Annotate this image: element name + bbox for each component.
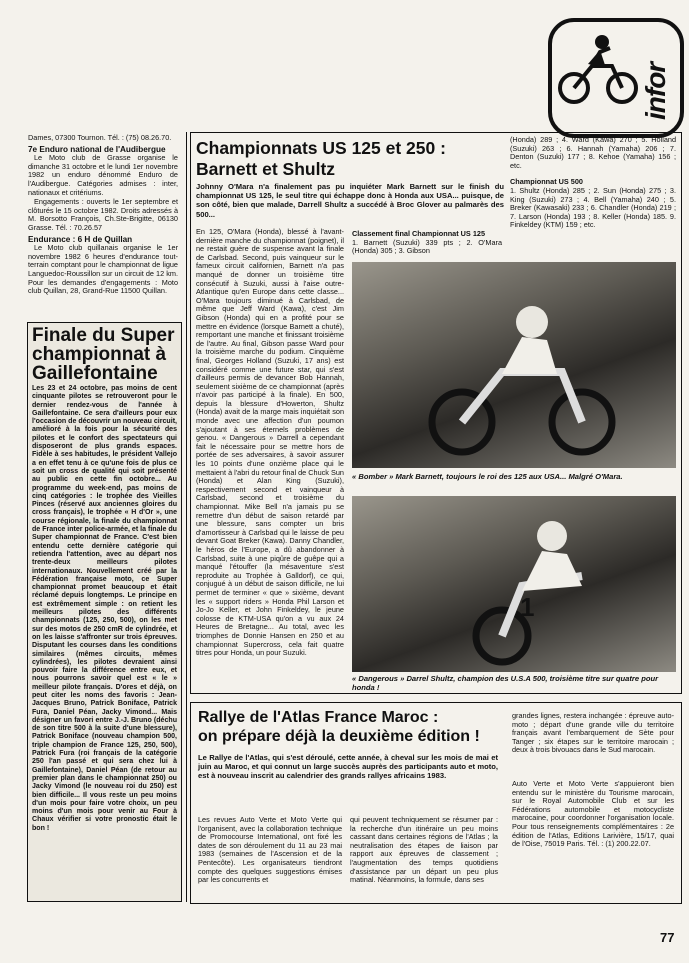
page-number: 77 [660, 930, 675, 945]
us-lead: Johnny O'Mara n'a finalement pas pu inquiéter Mark Barnett sur le finish du championnat US 125, le seul titre qui échappe donc à Honda aux USA... puisque, de son côté, bien que malade, Darrell Shultz a succédé à Broc Glover au palmarès des 500... [196, 182, 504, 219]
gaillefontaine-body: Les 23 et 24 octobre, pas moins de cent cinquante pilotes se retrouveront pour le dernier rendez-vous de l'année à Gaillefontaine. Ce sera d'ailleurs pour eux l'occasion de découvrir un nouveau circuit, amélioré à la fois pour la sécurité des pilotes et le confort des spectateurs qui disposeront de plus grands espaces. Fidèle à ses habitudes, le président Vallejo a en effet tenu à ce qu'une fois de plus ce soit un cross de qualité qui soit présenté au public en cette fin octobre... Au programme du week-end, pas moins de cinq catégories : le trophée des Vieilles Pinces (réservé aux anciennes gloires du cross français), le trophée « H d'Or », une course régionale, la finale du championnat de France inter police-armée, et la finale du Super championnat de France. C'est bien entendu cette dernière catégorie qui retiendra l'attention, avec au départ nos trente-deux meilleurs pilotes internationaux. Nouvellement créé par la Fédération française moto, ce Super championnat promet beaucoup et était réclamé depuis longtemps. Le principe en est extrêmement simple : on retient les meilleurs pilotes des différents championnats (125, 250, 500), on les met sur des motos de 250 cmR de cylindrée, et on les laisse s'affronter sur trois épreuves. Disputant les courses dans les conditions similaires (mêmes circuits, mêmes cylindrées), les pilotes devraient ainsi pouvoir faire la différence entre eux, et nous pourrons savoir quel est « le » meilleur pilote français. D'ores et déjà, on peut citer les noms des favoris : Jean-Jacques Bruno, Patrick Boniface, Patrick Fura, Daniel Péan, Jacky Vimond... Mais désigner un favori entre J.-J. Bruno (déchu de son titre 500 à la suite d'une blessure), Patrick Boniface (nouveau champion 500, triple champion de France 125, 250, 500), Patrick Fura (roi français de la catégorie 250 l'an passé et qui sera chez lui à Gaillefontaine), Daniel Péan (de retour au premier plan dans le championnat 250) ou Jacky Vimond (le nouveau roi du 250) est bien difficile... Il vous reste un peu moins d'un mois pour faire votre choix, un peu moins d'un mois pour venir au Four à Chaux vérifier si votre pronostic était le bon ! [32, 385, 177, 832]
classement-125-cont: (Honda) 289 ; 4. Ward (Kawa) 270 ; 5. Holland (Suzuki) 263 ; 6. Hannah (Yamaha) 206 ; 7. Denton (Suzuki) 177 ; 8. Kehoe (Yamaha) 156 ; etc. [510, 135, 676, 170]
column-divider [186, 132, 187, 902]
quillan-body: Le Moto club quillanais organise le 1er novembre 1982 6 heures d'endurance tout-terrain comptant pour le championnat de ligue Languedoc-Roussillon sur un circuit de 12 km. Pour les demandes d'engagements : Moto club Quillan, 28, Grand-Rue 11500 Quillan. [28, 243, 178, 296]
classement-125-title: Classement final Championnat US 125 [352, 229, 486, 238]
atlas-lead: Le Rallye de l'Atlas, qui s'est déroulé, cette année, à cheval sur les mois de mai et juin au Maroc, et qui connut un large succès auprès des participants auto et moto, est à nouveau inscrit au calendrier des grands rallyes africains 1983. [198, 753, 498, 781]
enduro-body-2: Engagements : ouverts le 1er septembre et clôturés le 15 octobre 1982. Droits adressés à M. Borsotto François, Ch.Ste-Brigitte, 06130 Grasse. Tél. : 70.26.57 [28, 197, 178, 232]
quillan-title: Endurance : 6 H de Quillan [28, 234, 133, 244]
us-results-column [510, 136, 676, 230]
motocross-rider-photo [352, 262, 676, 468]
classement-500-title: Championnat US 500 [510, 177, 583, 187]
barnett-photo [352, 262, 676, 468]
classement-125 [352, 230, 502, 256]
enduro-body: Le Moto club de Grasse organise le dimanche 31 octobre et le lundi 1er novembre 1982 un enduro dénommé Enduro de l'Audibergue. Catégories admises : inter, nationaux et critériums. [28, 153, 178, 197]
classement-125-body: 1. Barnett (Suzuki) 339 pts ; 2. O'Mara (Honda) 305 ; 3. Gibson [352, 237, 502, 256]
shultz-caption: « Dangerous » Darrel Shultz, champion des U.S.A 500, troisième titre sur quatre pour honda ! [352, 674, 659, 692]
atlas-title-2: on prépare déjà la deuxième édition ! [198, 728, 480, 745]
barnett-caption: « Bomber » Mark Barnett, toujours le roi des 125 aux USA... Malgré O'Mara. [352, 472, 623, 481]
us-body-column: En 125, O'Mara (Honda), blessé à l'avant-dernière manche du championnat (poignet), il ne restait guère de suspense avant la finale de Carlsbad. Second, puis vainqueur sur le fameux circuit californien, Barnett n'a pas manqué de donner un troisième titre consécutif à Suzuki, aussi à l'aise outre-Atlantique qu'en Europe dans cette classe... O'Mara toujours diminué à Carlsbad, de même que Jeff Ward (Kawa), c'est Jim Gibson (Honda) qui en a profité pour se mettre en évidence (lorsque Barnett a chuté), remportant une manche et finissant troisième de l'autre. Au final, Gibson passe Ward pour la troisième marche du podium. Cinquième final, Georges Holland (Suzuki, 17 ans) est considéré comme une future star, qui s'est d'ailleurs permis de devancer Bob Hannah, seulement sixième de ce championnat (après n'avoir pas participé à la finale). En 500, depuis la blessure d'Howerton, Shultz (Honda) avait de la marge mais inquiétait son monde avec une affection d'un poumon s'ajoutant à ses éternels problèmes de genou. « Dangerous » Darrell a cependant fait le nécessaire pour se mettre hors de portée de ses adversaires, à savoir assurer les 10 points d'une onzième place qui le mettaient à l'abri du retour final de Chuck Sun (Honda) et Alan King (Suzuki), respectivement second et vainqueur à Carlsbad, second et troisième du championnat. Mike Bell n'a jamais pu se remettre d'un début de saison retardé par une blessure, sans compter un bris d'amortisseur à Carlsbad qui le laisse de peu devant Goat Breker (Kawa). Danny Chandler, le héros de l'Europe, a dû abandonner à Carlsbad, suite à une piqûre de guêpe qui a manqué l'étouffer (la mésaventure s'est reproduite au Trophée à Galldorf), ce qui, conjugué à un début de saison difficile, ne lui permet de terminer « que » sixième, devant les « support riders » Honda Phil Larson et Jo-Jo Keller, et John Finkeldey, le jeune colosse de KTM-USA qu'on a vu aux 24 Heures de Bretagne... Au total, avec les triomphes de Donnie Hansen en 250 et au championnat Supercross, cela fait quatre titres pour Honda, un pour Suzuki. [196, 228, 344, 658]
intro-address: Dames, 07300 Tournon. Tél. : (75) 08.26.70. [28, 133, 172, 142]
shultz-photo [352, 496, 676, 672]
atlas-col-2: qui peuvent techniquement se résumer par : la recherche d'un itinéraire un peu moins cassant dans certaines régions de l'Atlas ; la neutralisation des étapes de liaison par rapport aux épreuves de classement ; l'augmentation des temps quotidiens d'assistance par un départ un peu plus matinal. Néanmoins, la formule, dans ses [350, 815, 498, 885]
atlas-col-4: Auto Verte et Moto Verte s'appuieront bien entendu sur le ministère du Tourisme marocain, sur le Royal Automobile Club et sur les Fédérations automobile et motocycliste marocaine, pour coordonner l'organisation locale. Pour tous renseignements complémentaires : 2e édition de l'Atlas, Editions Larivière, 15/17, quai de l'Oise, 75019 Paris. Tél. : (1) 200.22.07. [512, 779, 674, 849]
svg-text:1: 1 [520, 592, 535, 622]
atlas-col-1: Les revues Auto Verte et Moto Verte qui l'organisent, avec la collaboration technique de Promocourse International, ont fixé les dates de son déroulement du 11 au 23 mai 1983 (semaines de l'Ascension et de la Pentecôte). Les organisateurs tiendront compte des quelques suggestions émises par les concurrents et [198, 815, 342, 885]
atlas-title-1: Rallye de l'Atlas France Maroc : [198, 709, 439, 726]
us-title-1: Championnats US 125 et 250 : [196, 138, 446, 158]
gaillefontaine-title: Finale du Super championnat à Gaillefontaine [32, 325, 175, 384]
atlas-col-3: grandes lignes, restera inchangée : épreuve auto-moto ; départ d'une grande ville du territoire français avant l'embarquement de Sète pour Tanger ; six étapes sur le territoire marocain ; deux à trois bivouacs dans le Sud marocain. [512, 711, 674, 755]
infor-logo [548, 18, 684, 138]
left-column [28, 134, 178, 297]
motocross-rider-photo-2 [352, 496, 676, 672]
classement-500-body: 1. Shultz (Honda) 285 ; 2. Sun (Honda) 275 ; 3. King (Suzuki) 273 ; 4. Bell (Yamaha) 240 ; 5. Breker (Kawasaki) 233 ; 6. Chandler (Honda) 219 ; 7. Larson (Honda) 193 ; 8. Keller (Honda) 185. 9. Finkeldey (KTM) 159 ; etc. [510, 185, 676, 230]
gaillefontaine-box [27, 322, 182, 902]
us-title-2: Barnett et Shultz [196, 159, 336, 179]
enduro-title: 7e Enduro national de l'Audibergue [28, 144, 166, 154]
logo-text: infor [640, 62, 671, 120]
